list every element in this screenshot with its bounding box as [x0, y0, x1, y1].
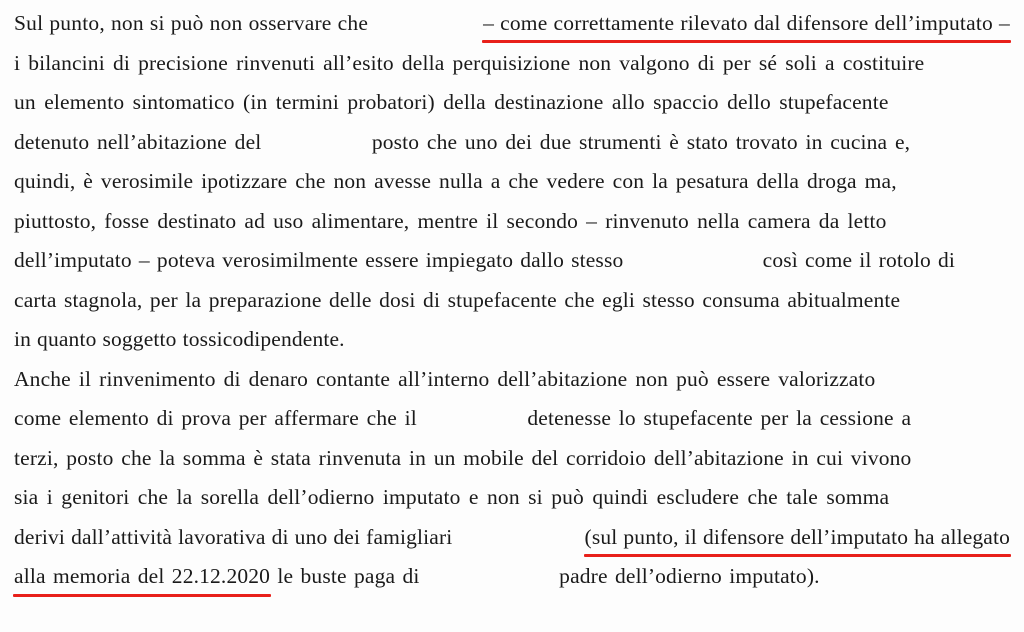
text-line [14, 83, 1010, 123]
text-line [14, 202, 1010, 242]
line-text: come elemento di prova per affermare che il [14, 406, 417, 430]
text-line [14, 123, 1010, 163]
line-text: i bilancini di precisione rinvenuti all’esito della perquisizione non valgono di per sé soli a costituire [14, 50, 925, 75]
paragraph-1 [14, 4, 1010, 360]
red-underlined-text: (sul punto, il difensore dell’imputato ha allegato [585, 518, 1010, 558]
line-text: terzi, posto che la somma è stata rinvenuta in un mobile del corridoio dell’abitazione in cui vivono [14, 445, 912, 470]
text-line [14, 557, 1010, 597]
line-text: dell’imputato – poteva verosimilmente essere impiegato dallo stesso [14, 248, 624, 272]
line-text: in quanto soggetto tossicodipendente. [14, 327, 345, 351]
document-body [14, 4, 1010, 597]
line-text: carta stagnola, per la preparazione delle dosi di stupefacente che egli stesso consuma abitualmente [14, 287, 901, 312]
line-text: detenesse lo stupefacente per la cessione a [527, 406, 912, 430]
red-underlined-text: alla memoria del 22.12.2020 [14, 557, 270, 597]
text-line [14, 439, 1010, 479]
line-text: derivi dall’attività lavorativa di uno dei famigliari [14, 524, 453, 549]
text-line [14, 320, 1010, 360]
red-underlined-text: – come correttamente rilevato dal difensore dell’imputato – [483, 4, 1010, 44]
line-text: Anche il rinvenimento di denaro contante all’interno dell’abitazione non può essere valorizzato [14, 366, 876, 391]
line-text: sia i genitori che la sorella dell’odierno imputato e non si può quindi escludere che tale somma [14, 485, 890, 509]
text-line [14, 518, 1010, 558]
text-line [14, 162, 1010, 202]
line-text: le buste paga di [277, 564, 420, 588]
text-line [14, 44, 1010, 84]
line-text: così come il rotolo di [762, 248, 956, 272]
text-line [14, 241, 1010, 281]
line-text: piuttosto, fosse destinato ad uso alimentare, mentre il secondo – rinvenuto nella camera da letto [14, 208, 887, 233]
line-text: quindi, è verosimile ipotizzare che non avesse nulla a che vedere con la pesatura della droga ma, [14, 169, 897, 193]
line-text: un elemento sintomatico (in termini probatori) della destinazione allo spaccio dello stupefacente [14, 90, 889, 114]
text-line [14, 281, 1010, 321]
text-line [14, 4, 1010, 44]
paragraph-2 [14, 360, 1010, 597]
text-line [14, 399, 1010, 439]
line-text: padre dell’odierno imputato). [559, 564, 820, 588]
line-text: Sul punto, non si può non osservare che [14, 11, 369, 35]
text-line [14, 360, 1010, 400]
text-line [14, 478, 1010, 518]
line-text: posto che uno dei due strumenti è stato trovato in cucina e, [371, 129, 911, 154]
line-text: detenuto nell’abitazione del [14, 129, 262, 154]
